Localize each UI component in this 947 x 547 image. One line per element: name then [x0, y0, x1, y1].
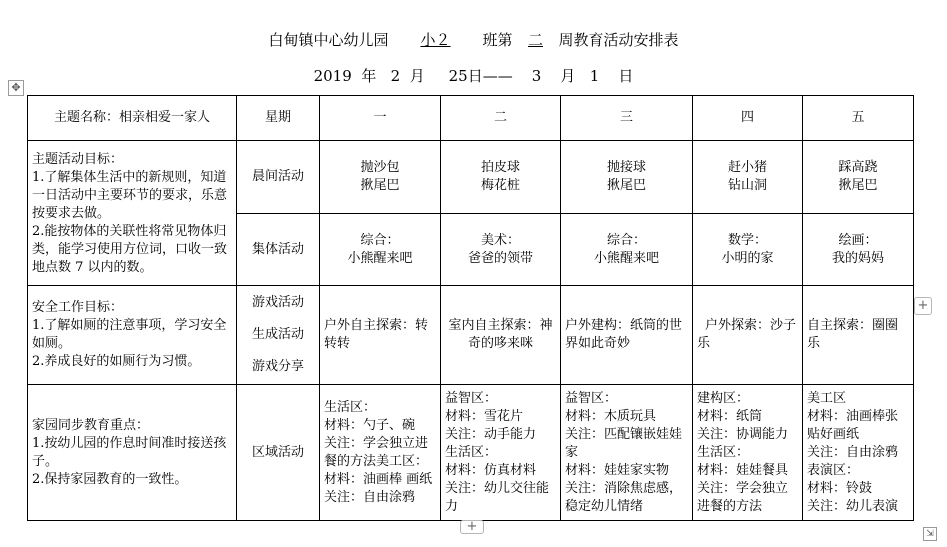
safety-cell	[693, 286, 803, 385]
area-cell	[320, 385, 441, 521]
morning-row	[28, 141, 914, 214]
area-line: 关注：匹配镶嵌娃娃家	[565, 426, 683, 460]
day-tue: 二	[493, 110, 507, 125]
date-year: 2019	[313, 67, 352, 85]
area-line: 关注：自由涂鸦	[324, 489, 416, 505]
safety-cell	[561, 286, 693, 385]
week-number: 二	[527, 31, 543, 49]
day-header	[693, 96, 803, 141]
date-range	[0, 66, 947, 86]
morning-item: 钻山洞	[727, 178, 767, 193]
area-cell	[561, 385, 693, 521]
add-column-icon[interactable]: +	[914, 297, 932, 315]
safety-cell	[441, 286, 561, 385]
morning-item: 踩高跷	[838, 160, 878, 175]
safety-activity: 室内自主探索：神奇的哆来咪	[448, 318, 553, 351]
day-header	[561, 96, 693, 141]
date-month-unit-start: 月	[409, 67, 425, 85]
group-item: 小熊醒来吧	[593, 250, 659, 266]
area-row	[28, 385, 914, 521]
date-day-unit-end: 日	[618, 67, 634, 85]
theme-goals-title: 主题活动目标：	[32, 151, 124, 167]
safety-goal-item: 1.了解如厕的注意事项，学习安全如厕。	[32, 318, 227, 351]
morning-cell	[561, 141, 693, 214]
safety-activity: 户外自主探索：转转转	[324, 318, 429, 351]
area-cell	[803, 385, 914, 521]
group-item: 美术：	[480, 232, 520, 248]
area-cell	[441, 385, 561, 521]
safety-cell	[803, 286, 914, 385]
area-line: 关注：动手能力	[445, 426, 537, 442]
date-day-end: 1	[589, 67, 600, 85]
morning-item: 揪尾巴	[360, 178, 400, 193]
safety-goals-title: 安全工作目标：	[32, 300, 124, 315]
area-line: 关注：协调能力生活区：	[697, 426, 789, 460]
date-day-unit-start: 日——	[467, 67, 513, 85]
area-line: 美工区	[807, 390, 847, 406]
group-cell	[320, 214, 441, 286]
area-line: 材料：纸筒	[697, 408, 763, 424]
area-line: 生活区：	[445, 444, 498, 460]
area-label-cell	[237, 385, 320, 521]
morning-item: 梅花桩	[480, 178, 520, 193]
area-line: 材料：油画棒张贴好画纸	[807, 408, 899, 442]
generated-activity-label: 生成活动	[251, 327, 304, 342]
date-month-end: 3	[531, 67, 542, 85]
date-month-unit-end: 月	[560, 67, 576, 85]
morning-cell	[320, 141, 441, 214]
morning-item: 抛沙包	[360, 160, 400, 175]
area-line: 材料：铃鼓	[807, 480, 873, 496]
morning-cell	[803, 141, 914, 214]
day-thu: 四	[740, 110, 754, 125]
group-cell	[441, 214, 561, 286]
title-suffix: 周教育活动安排表	[558, 31, 679, 49]
group-cell	[693, 214, 803, 286]
class-suffix: 班第	[482, 31, 513, 49]
game-sharing-label: 游戏分享	[251, 359, 304, 374]
theme-name: 主题名称：相亲相爱一家人	[53, 110, 210, 125]
safety-labels-cell	[237, 286, 320, 385]
area-line: 材料：雪花片	[445, 408, 524, 424]
area-line: 关注：学会独立进餐的方法	[697, 480, 789, 514]
morning-label-cell	[237, 141, 320, 214]
day-header	[320, 96, 441, 141]
group-item: 小明的家	[721, 250, 774, 266]
area-line: 材料：勺子、碗	[324, 417, 416, 433]
table-resize-icon[interactable]: ⇲	[923, 527, 937, 541]
area-line: 材料：木质玩具	[565, 408, 657, 424]
morning-item: 抛接球	[606, 160, 646, 175]
table-move-handle-icon[interactable]: ✥	[8, 80, 24, 96]
area-cell	[693, 385, 803, 521]
morning-item: 揪尾巴	[838, 178, 878, 193]
group-item: 数学：	[727, 232, 767, 248]
safety-activity: 户外建构：纸筒的世界如此奇妙	[565, 318, 683, 351]
home-goals-title: 家园同步教育重点：	[32, 417, 150, 433]
theme-goal-item: 2.能按物体的关联性将常见物体归类，能学习使用方位词，口收一致地点数 7 以内的数。	[32, 223, 228, 275]
morning-cell	[693, 141, 803, 214]
area-line: 关注：学会独立进餐的方法美工区：	[324, 435, 429, 469]
group-item: 综合：	[360, 232, 400, 248]
date-year-unit: 年	[361, 67, 377, 85]
school-name: 白甸镇中心幼儿园	[268, 31, 389, 49]
area-line: 益智区：	[565, 390, 618, 406]
area-line: 材料：娃娃家实物	[565, 462, 670, 478]
game-activity-label: 游戏活动	[251, 295, 304, 310]
area-line: 关注：幼儿交往能力	[445, 480, 550, 514]
theme-name-cell	[28, 96, 237, 141]
group-item: 我的妈妈	[831, 250, 884, 266]
area-line: 关注：自由涂鸦表演区：	[807, 444, 899, 478]
area-line: 材料：仿真材料	[445, 462, 537, 478]
safety-activity: 户外探索：沙子乐	[697, 318, 797, 351]
safety-row	[28, 286, 914, 385]
morning-item: 拍皮球	[480, 160, 520, 175]
theme-goal-item: 1.了解集体生活中的新规则，知道一日活动中主要环节的要求，乐意按要求去做。	[32, 169, 228, 221]
header-row	[28, 96, 914, 141]
class-name: 小２	[420, 31, 451, 49]
morning-item: 揪尾巴	[606, 178, 646, 193]
group-item: 综合：	[606, 232, 646, 248]
area-line: 建构区：	[697, 390, 750, 406]
day-mon: 一	[373, 110, 387, 125]
area-line: 关注：幼儿表演	[807, 498, 899, 514]
schedule-table	[27, 95, 914, 521]
area-label: 区域活动	[251, 444, 304, 460]
home-goal-item: 2.保持家园教育的一致性。	[32, 471, 188, 487]
area-line: 材料：油画棒 画纸	[324, 471, 433, 487]
area-line: 益智区：	[445, 390, 498, 406]
group-label: 集体活动	[251, 241, 304, 257]
morning-label: 晨间活动	[251, 169, 304, 184]
area-line: 生活区：	[324, 399, 377, 415]
document-title	[0, 30, 947, 50]
home-goals-cell	[28, 385, 237, 521]
group-label-cell	[237, 214, 320, 286]
day-fri: 五	[851, 110, 865, 125]
group-item: 小熊醒来吧	[347, 250, 413, 266]
date-day-start: 25	[448, 67, 468, 85]
date-month-start: 2	[390, 67, 401, 85]
day-header	[441, 96, 561, 141]
morning-cell	[441, 141, 561, 214]
area-line: 关注：消除焦虑感，稳定幼儿情绪	[565, 480, 683, 514]
group-item: 绘画：	[838, 232, 878, 248]
day-header	[803, 96, 914, 141]
theme-goals-cell	[28, 141, 237, 286]
group-item: 爸爸的领带	[467, 250, 533, 266]
group-cell	[561, 214, 693, 286]
safety-cell	[320, 286, 441, 385]
weekday-label: 星期	[264, 110, 291, 125]
day-wed: 三	[619, 110, 633, 125]
weekday-label-cell	[237, 96, 320, 141]
safety-goals-cell	[28, 286, 237, 385]
area-line: 材料：娃娃餐具	[697, 462, 789, 478]
safety-goal-item: 2.养成良好的如厕行为习惯。	[32, 354, 201, 369]
morning-item: 赶小猪	[727, 160, 767, 175]
add-row-icon[interactable]: +	[460, 520, 484, 534]
group-cell	[803, 214, 914, 286]
safety-activity: 自主探索：圈圈乐	[807, 318, 899, 351]
home-goal-item: 1.按幼儿园的作息时间准时接送孩子。	[32, 435, 227, 469]
